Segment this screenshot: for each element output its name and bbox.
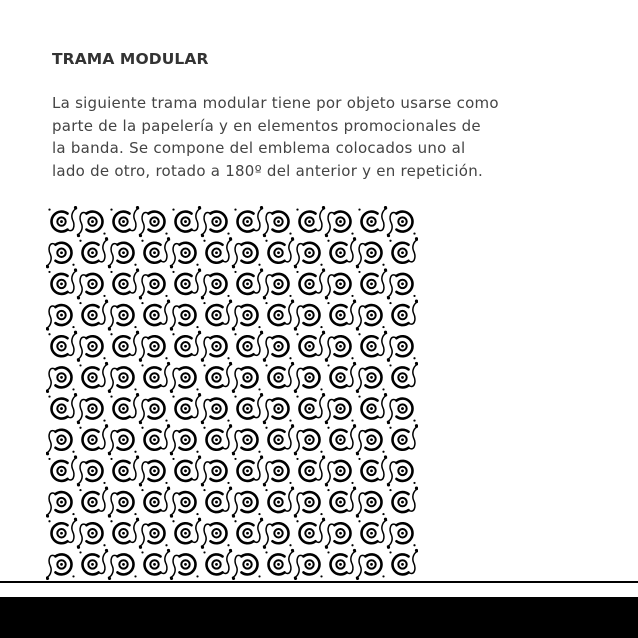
pattern-motif xyxy=(265,549,294,575)
pattern-motif xyxy=(139,212,168,238)
pattern-motif xyxy=(387,461,416,487)
pattern-motif xyxy=(79,237,108,263)
pattern-motif xyxy=(296,206,325,232)
pattern-motif xyxy=(77,212,106,238)
pattern-motif xyxy=(108,305,137,331)
pattern-motif xyxy=(170,554,199,580)
pattern-motif xyxy=(141,299,170,325)
pattern-motif xyxy=(389,299,418,325)
pattern-motif xyxy=(325,523,354,549)
pattern-motif xyxy=(77,461,106,487)
pattern-motif xyxy=(358,206,387,232)
pattern-motif xyxy=(79,486,108,512)
pattern-motif xyxy=(201,461,230,487)
pattern-motif xyxy=(358,331,387,357)
pattern-motif xyxy=(327,237,356,263)
pattern-motif xyxy=(48,518,77,544)
pattern-motif xyxy=(77,274,106,300)
pattern-motif xyxy=(263,212,292,238)
pattern-motif xyxy=(141,549,170,575)
pattern-motif xyxy=(263,461,292,487)
pattern-motif xyxy=(356,305,385,331)
pattern-motif xyxy=(263,523,292,549)
pattern-motif xyxy=(48,268,77,294)
pattern-motif xyxy=(232,367,261,393)
paragraph-line: la banda. Se compone del emblema colocados uno al xyxy=(52,139,466,157)
pattern-motif xyxy=(201,399,230,425)
pattern-motif xyxy=(387,336,416,362)
pattern-motif xyxy=(172,393,201,419)
pattern-motif xyxy=(201,274,230,300)
pattern-motif xyxy=(232,430,261,456)
pattern-motif xyxy=(325,274,354,300)
pattern-motif xyxy=(108,492,137,518)
pattern-motif xyxy=(263,399,292,425)
pattern-motif xyxy=(234,268,263,294)
paragraph-line: La siguiente trama modular tiene por objeto usarse como xyxy=(52,94,499,112)
pattern-motif xyxy=(234,455,263,481)
pattern-motif xyxy=(325,399,354,425)
pattern-motif xyxy=(358,393,387,419)
pattern-motif xyxy=(234,393,263,419)
pattern-motif xyxy=(294,243,323,269)
pattern-motif xyxy=(327,362,356,388)
pattern-motif xyxy=(110,268,139,294)
pattern-motif xyxy=(387,399,416,425)
pattern-motif xyxy=(358,455,387,481)
pattern-motif xyxy=(203,299,232,325)
paragraph-line: parte de la papelería y en elementos promocionales de xyxy=(52,116,481,135)
pattern-motif xyxy=(110,393,139,419)
pattern-motif xyxy=(79,362,108,388)
pattern-motif xyxy=(327,424,356,450)
pattern-motif xyxy=(48,206,77,232)
pattern-motif xyxy=(232,243,261,269)
pattern-motif xyxy=(389,549,418,575)
pattern-motif xyxy=(203,237,232,263)
pattern-motif xyxy=(265,486,294,512)
pattern-motif xyxy=(139,274,168,300)
pattern-motif xyxy=(48,331,77,357)
pattern-motif xyxy=(203,362,232,388)
pattern-motif xyxy=(46,243,75,269)
pattern-motif xyxy=(79,299,108,325)
pattern-motif xyxy=(263,336,292,362)
pattern-motif xyxy=(46,367,75,393)
pattern-motif xyxy=(172,268,201,294)
pattern-motif xyxy=(201,523,230,549)
pattern-motif xyxy=(203,486,232,512)
pattern-motif xyxy=(108,367,137,393)
pattern-motif xyxy=(108,430,137,456)
pattern-motif xyxy=(170,243,199,269)
footer-band xyxy=(0,597,638,638)
pattern-motif xyxy=(48,455,77,481)
pattern-motif xyxy=(387,523,416,549)
pattern-motif xyxy=(296,268,325,294)
pattern-motif xyxy=(79,424,108,450)
pattern-motif xyxy=(139,523,168,549)
page-title: TRAMA MODULAR xyxy=(52,50,209,68)
pattern-motif xyxy=(356,430,385,456)
pattern-motif xyxy=(265,237,294,263)
pattern-motif xyxy=(358,268,387,294)
pattern-motif xyxy=(77,336,106,362)
pattern-motif xyxy=(327,299,356,325)
pattern-motif xyxy=(234,206,263,232)
pattern-motif xyxy=(389,424,418,450)
pattern-motif xyxy=(203,424,232,450)
description-paragraph xyxy=(52,92,592,182)
pattern-motif xyxy=(387,274,416,300)
pattern-motif xyxy=(48,393,77,419)
pattern-motif xyxy=(203,549,232,575)
pattern-motif xyxy=(172,518,201,544)
pattern-motif xyxy=(265,299,294,325)
pattern-motif xyxy=(387,212,416,238)
pattern-motif xyxy=(325,461,354,487)
pattern-motif xyxy=(170,367,199,393)
pattern-cells xyxy=(46,206,418,580)
pattern-motif xyxy=(296,331,325,357)
pattern-motif xyxy=(358,518,387,544)
pattern-motif xyxy=(356,492,385,518)
pattern-motif xyxy=(389,362,418,388)
pattern-motif xyxy=(232,554,261,580)
pattern-motif xyxy=(325,212,354,238)
pattern-motif xyxy=(294,430,323,456)
paragraph-line: lado de otro, rotado a 180º del anterior y en repetición. xyxy=(52,161,484,180)
pattern-motif xyxy=(110,518,139,544)
pattern-motif xyxy=(141,362,170,388)
pattern-motif xyxy=(356,554,385,580)
pattern-motif xyxy=(294,492,323,518)
pattern-motif xyxy=(46,305,75,331)
pattern-motif xyxy=(110,206,139,232)
pattern-motif xyxy=(232,305,261,331)
pattern-motif xyxy=(296,518,325,544)
pattern-motif xyxy=(139,336,168,362)
pattern-motif xyxy=(141,424,170,450)
pattern-motif xyxy=(327,486,356,512)
pattern-motif xyxy=(172,331,201,357)
pattern-motif xyxy=(325,336,354,362)
pattern-motif xyxy=(356,367,385,393)
pattern-motif xyxy=(46,554,75,580)
pattern-motif xyxy=(389,237,418,263)
pattern-motif xyxy=(110,455,139,481)
pattern-motif xyxy=(294,367,323,393)
pattern-motif xyxy=(139,399,168,425)
pattern-motif xyxy=(201,212,230,238)
pattern-motif xyxy=(234,331,263,357)
divider-rule xyxy=(0,581,638,583)
pattern-motif xyxy=(294,305,323,331)
pattern-motif xyxy=(170,430,199,456)
pattern-motif xyxy=(110,331,139,357)
pattern-motif xyxy=(296,393,325,419)
pattern-motif xyxy=(77,523,106,549)
pattern-motif xyxy=(265,362,294,388)
pattern-motif xyxy=(46,492,75,518)
pattern-motif xyxy=(356,243,385,269)
pattern-motif xyxy=(108,243,137,269)
pattern-motif xyxy=(46,430,75,456)
modular-pattern xyxy=(46,206,418,580)
pattern-motif xyxy=(232,492,261,518)
pattern-motif xyxy=(296,455,325,481)
pattern-motif xyxy=(172,206,201,232)
pattern-motif xyxy=(201,336,230,362)
pattern-motif xyxy=(170,492,199,518)
pattern-motif xyxy=(108,554,137,580)
pattern-motif xyxy=(265,424,294,450)
pattern-motif xyxy=(170,305,199,331)
pattern-motif xyxy=(172,455,201,481)
pattern-motif xyxy=(141,486,170,512)
pattern-motif xyxy=(141,237,170,263)
pattern-motif xyxy=(79,549,108,575)
pattern-motif xyxy=(327,549,356,575)
pattern-motif xyxy=(263,274,292,300)
pattern-motif xyxy=(139,461,168,487)
pattern-motif xyxy=(234,518,263,544)
pattern-motif xyxy=(77,399,106,425)
pattern-motif xyxy=(389,486,418,512)
pattern-motif xyxy=(294,554,323,580)
